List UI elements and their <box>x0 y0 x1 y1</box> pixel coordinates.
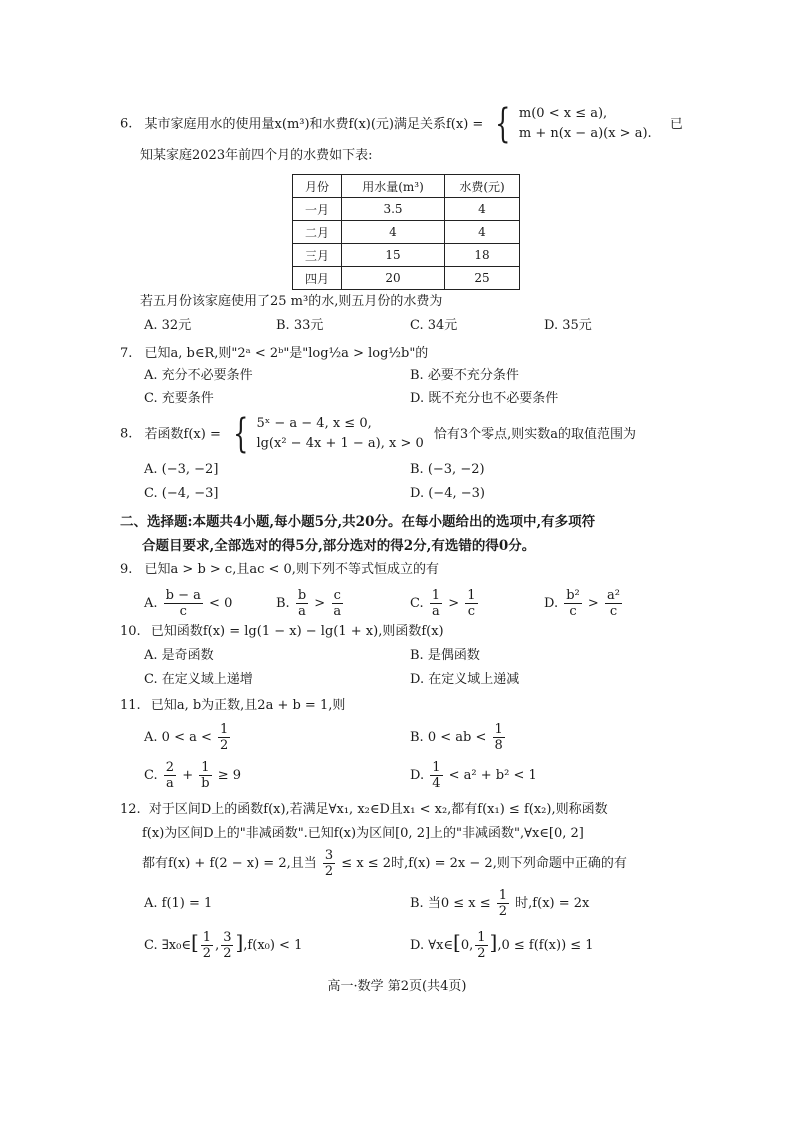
option-a[interactable]: A. f(1) = 1 <box>144 896 213 911</box>
option-a[interactable]: A. 充分不必要条件 <box>144 368 253 383</box>
question-10-text: 已知函数f(x) = lg(1 − x) − lg(1 + x),则函数f(x) <box>150 624 444 639</box>
question-9-text: 已知a > b > c,且ac < 0,则下列不等式恒成立的有 <box>144 562 439 577</box>
fraction: $\frac{1}{2}$ <box>498 888 508 919</box>
fraction: $\frac{1}{2}$ <box>202 930 212 961</box>
option-d[interactable]: D. 既不充分也不必要条件 <box>410 391 559 406</box>
section-2-header-line-2: 合题目要求,全部选对的得5分,部分选对的得2分,有选错的得0分。 <box>142 538 536 554</box>
question-8-line-1: 8. 若函数f(x) = { 5ˣ − a − 4, x ≤ 0, lg(x² − 4x + 1 − a), x > 0 恰有3个零点,则实数a的取值范围为 <box>120 411 637 457</box>
piece-2: lg(x² − 4x + 1 − a), x > 0 <box>256 436 424 451</box>
fraction: $\frac{\text{a²}}{c}$ <box>606 588 620 619</box>
table-row: 四月 20 25 <box>293 267 520 290</box>
option-b[interactable]: B. 0 < ab < $\frac{1}{8}$ <box>410 722 503 753</box>
fraction: $\frac{3}{2}$ <box>324 848 334 879</box>
fraction: $\frac{1}{2}$ <box>220 722 229 753</box>
question-number: 6. <box>120 116 133 132</box>
fraction: $\frac{b}{a}$ <box>297 588 307 619</box>
piece-1: 5ˣ − a − 4, x ≤ 0, <box>256 416 372 431</box>
question-6-line-2: 知某家庭2023年前四个月的水费如下表: <box>140 148 373 163</box>
question-number: 9. <box>120 562 133 577</box>
section-2-header-line-1: 二、选择题:本题共4小题,每小题5分,共20分。在每小题给出的选项中,有多项符 <box>120 514 596 530</box>
fraction: $\frac{2}{a}$ <box>165 760 175 791</box>
question-11-line-1 <box>120 696 345 716</box>
option-d[interactable]: D. 35元 <box>544 318 592 333</box>
question-number: 8. <box>120 426 133 442</box>
piece-1: m(0 < x ≤ a), <box>518 106 608 121</box>
fraction: $\frac{1}{b}$ <box>201 760 210 791</box>
question-10-line-1 <box>120 622 444 642</box>
table-row: 二月 4 4 <box>293 221 520 244</box>
option-b[interactable]: B. 是偶函数 <box>410 648 480 663</box>
question-11-text: 已知a, b为正数,且2a + b = 1,则 <box>150 698 346 713</box>
question-number: 12. <box>120 802 141 817</box>
table-row: 一月 3.5 4 <box>293 198 520 221</box>
option-c[interactable]: C. $\frac{1}{a}$ > $\frac{1}{c}$ <box>410 588 476 619</box>
option-d[interactable]: D. $\frac{1}{4}$ < a² + b² < 1 <box>410 760 537 791</box>
option-d[interactable]: D. ∀x∈[0, $\frac{1}{2}$ ],0 ≤ f(f(x)) ≤ 1 <box>410 930 594 961</box>
piecewise-function: { m(0 < x ≤ a), m + n(x − a)(x > a). <box>495 101 652 147</box>
option-a[interactable]: A. 是奇函数 <box>144 648 214 663</box>
fraction: $\frac{1}{4}$ <box>432 760 441 791</box>
option-d[interactable]: D. $\frac{\text{b²}}{c}$ > $\frac{\text{a²}}{c}$ <box>544 588 620 619</box>
fraction: $\frac{c}{a}$ <box>333 588 342 619</box>
question-12-line-3: 都有f(x) + f(2 − x) = 2,且当 $\frac{3}{2}$ ≤ x ≤ 2时,f(x) = 2x − 2,则下列命题中正确的有 <box>142 848 627 879</box>
option-b[interactable]: B. $\frac{b}{a}$ > $\frac{c}{a}$ <box>276 588 342 619</box>
question-6-line-3: 若五月份该家庭使用了25 m³的水,则五月份的水费为 <box>140 294 443 309</box>
option-a[interactable]: A. 0 < a < $\frac{1}{2}$ <box>144 722 229 753</box>
option-c[interactable]: C. 34元 <box>410 318 458 333</box>
question-9-line-1 <box>120 560 439 580</box>
page-footer: 高一·数学 第2页(共4页) <box>327 979 467 994</box>
piece-2: m + n(x − a)(x > a). <box>518 126 652 141</box>
fraction: $\frac{1}{2}$ <box>477 930 486 961</box>
option-c[interactable]: C. (−4, −3] <box>144 486 219 501</box>
fraction: $\frac{\text{b²}}{c}$ <box>566 588 580 619</box>
question-7-line-1 <box>120 344 428 364</box>
option-b[interactable]: B. (−3, −2) <box>410 462 485 477</box>
question-12-line-2: f(x)为区间D上的"非减函数".已知f(x)为区间[0, 2]上的"非减函数",∀x∈[0, 2] <box>142 826 584 841</box>
question-6-line-1: 6. 某市家庭用水的使用量x(m³)和水费f(x)(元)满足关系f(x) = { m(0 < x ≤ a), m + n(x − a)(x > a). 已 <box>120 101 683 147</box>
option-d[interactable]: D. (−4, −3) <box>410 486 485 501</box>
fraction: $\frac{1}{a}$ <box>431 588 441 619</box>
option-c[interactable]: C. 充要条件 <box>144 391 214 406</box>
fraction: $\frac{3}{2}$ <box>223 930 232 961</box>
option-a[interactable]: A. (−3, −2] <box>144 462 219 477</box>
piecewise-function: { 5ˣ − a − 4, x ≤ 0, lg(x² − 4x + 1 − a), x > 0 <box>233 411 424 457</box>
question-number: 7. <box>120 346 133 361</box>
option-d[interactable]: D. 在定义域上递减 <box>410 672 520 687</box>
table-header-row: 月份 用水量(m³) 水费(元) <box>293 175 520 198</box>
option-b[interactable]: B. 当0 ≤ x ≤ $\frac{1}{2}$ 时,f(x) = 2x <box>410 888 590 919</box>
table-row: 三月 15 18 <box>293 244 520 267</box>
question-8-text: 若函数f(x) = <box>144 426 221 442</box>
question-12-text: 对于区间D上的函数f(x),若满足∀x₁, x₂∈D且x₁ < x₂,都有f(x₁) ≤ f(x₂),则称函数 <box>148 802 608 817</box>
question-6-text: 某市家庭用水的使用量x(m³)和水费f(x)(元)满足关系f(x) = <box>144 116 484 132</box>
option-b[interactable]: B. 必要不充分条件 <box>410 368 519 383</box>
fraction: $\frac{b - a}{c}$ <box>165 588 201 619</box>
question-number: 11. <box>120 698 141 713</box>
fraction: $\frac{1}{8}$ <box>494 722 503 753</box>
option-a[interactable]: A. 32元 <box>144 318 192 333</box>
water-fee-table <box>292 174 520 290</box>
question-12-line-1 <box>120 800 608 820</box>
question-number: 10. <box>120 624 141 639</box>
option-c[interactable]: C. 在定义域上递增 <box>144 672 253 687</box>
fraction: $\frac{1}{c}$ <box>467 588 476 619</box>
option-c[interactable]: C. $\frac{2}{a}$ + $\frac{1}{b}$ ≥ 9 <box>144 760 241 791</box>
option-b[interactable]: B. 33元 <box>276 318 324 333</box>
question-7-text: 已知a, b∈R,则"2ᵃ < 2ᵇ"是"log½a > log½b"的 <box>144 346 429 361</box>
option-c[interactable]: C. ∃x₀∈[ $\frac{1}{2}$ , $\frac{3}{2}$ ],f(x₀) < 1 <box>144 930 303 961</box>
option-a[interactable]: A. $\frac{b - a}{c}$ < 0 <box>144 588 233 619</box>
